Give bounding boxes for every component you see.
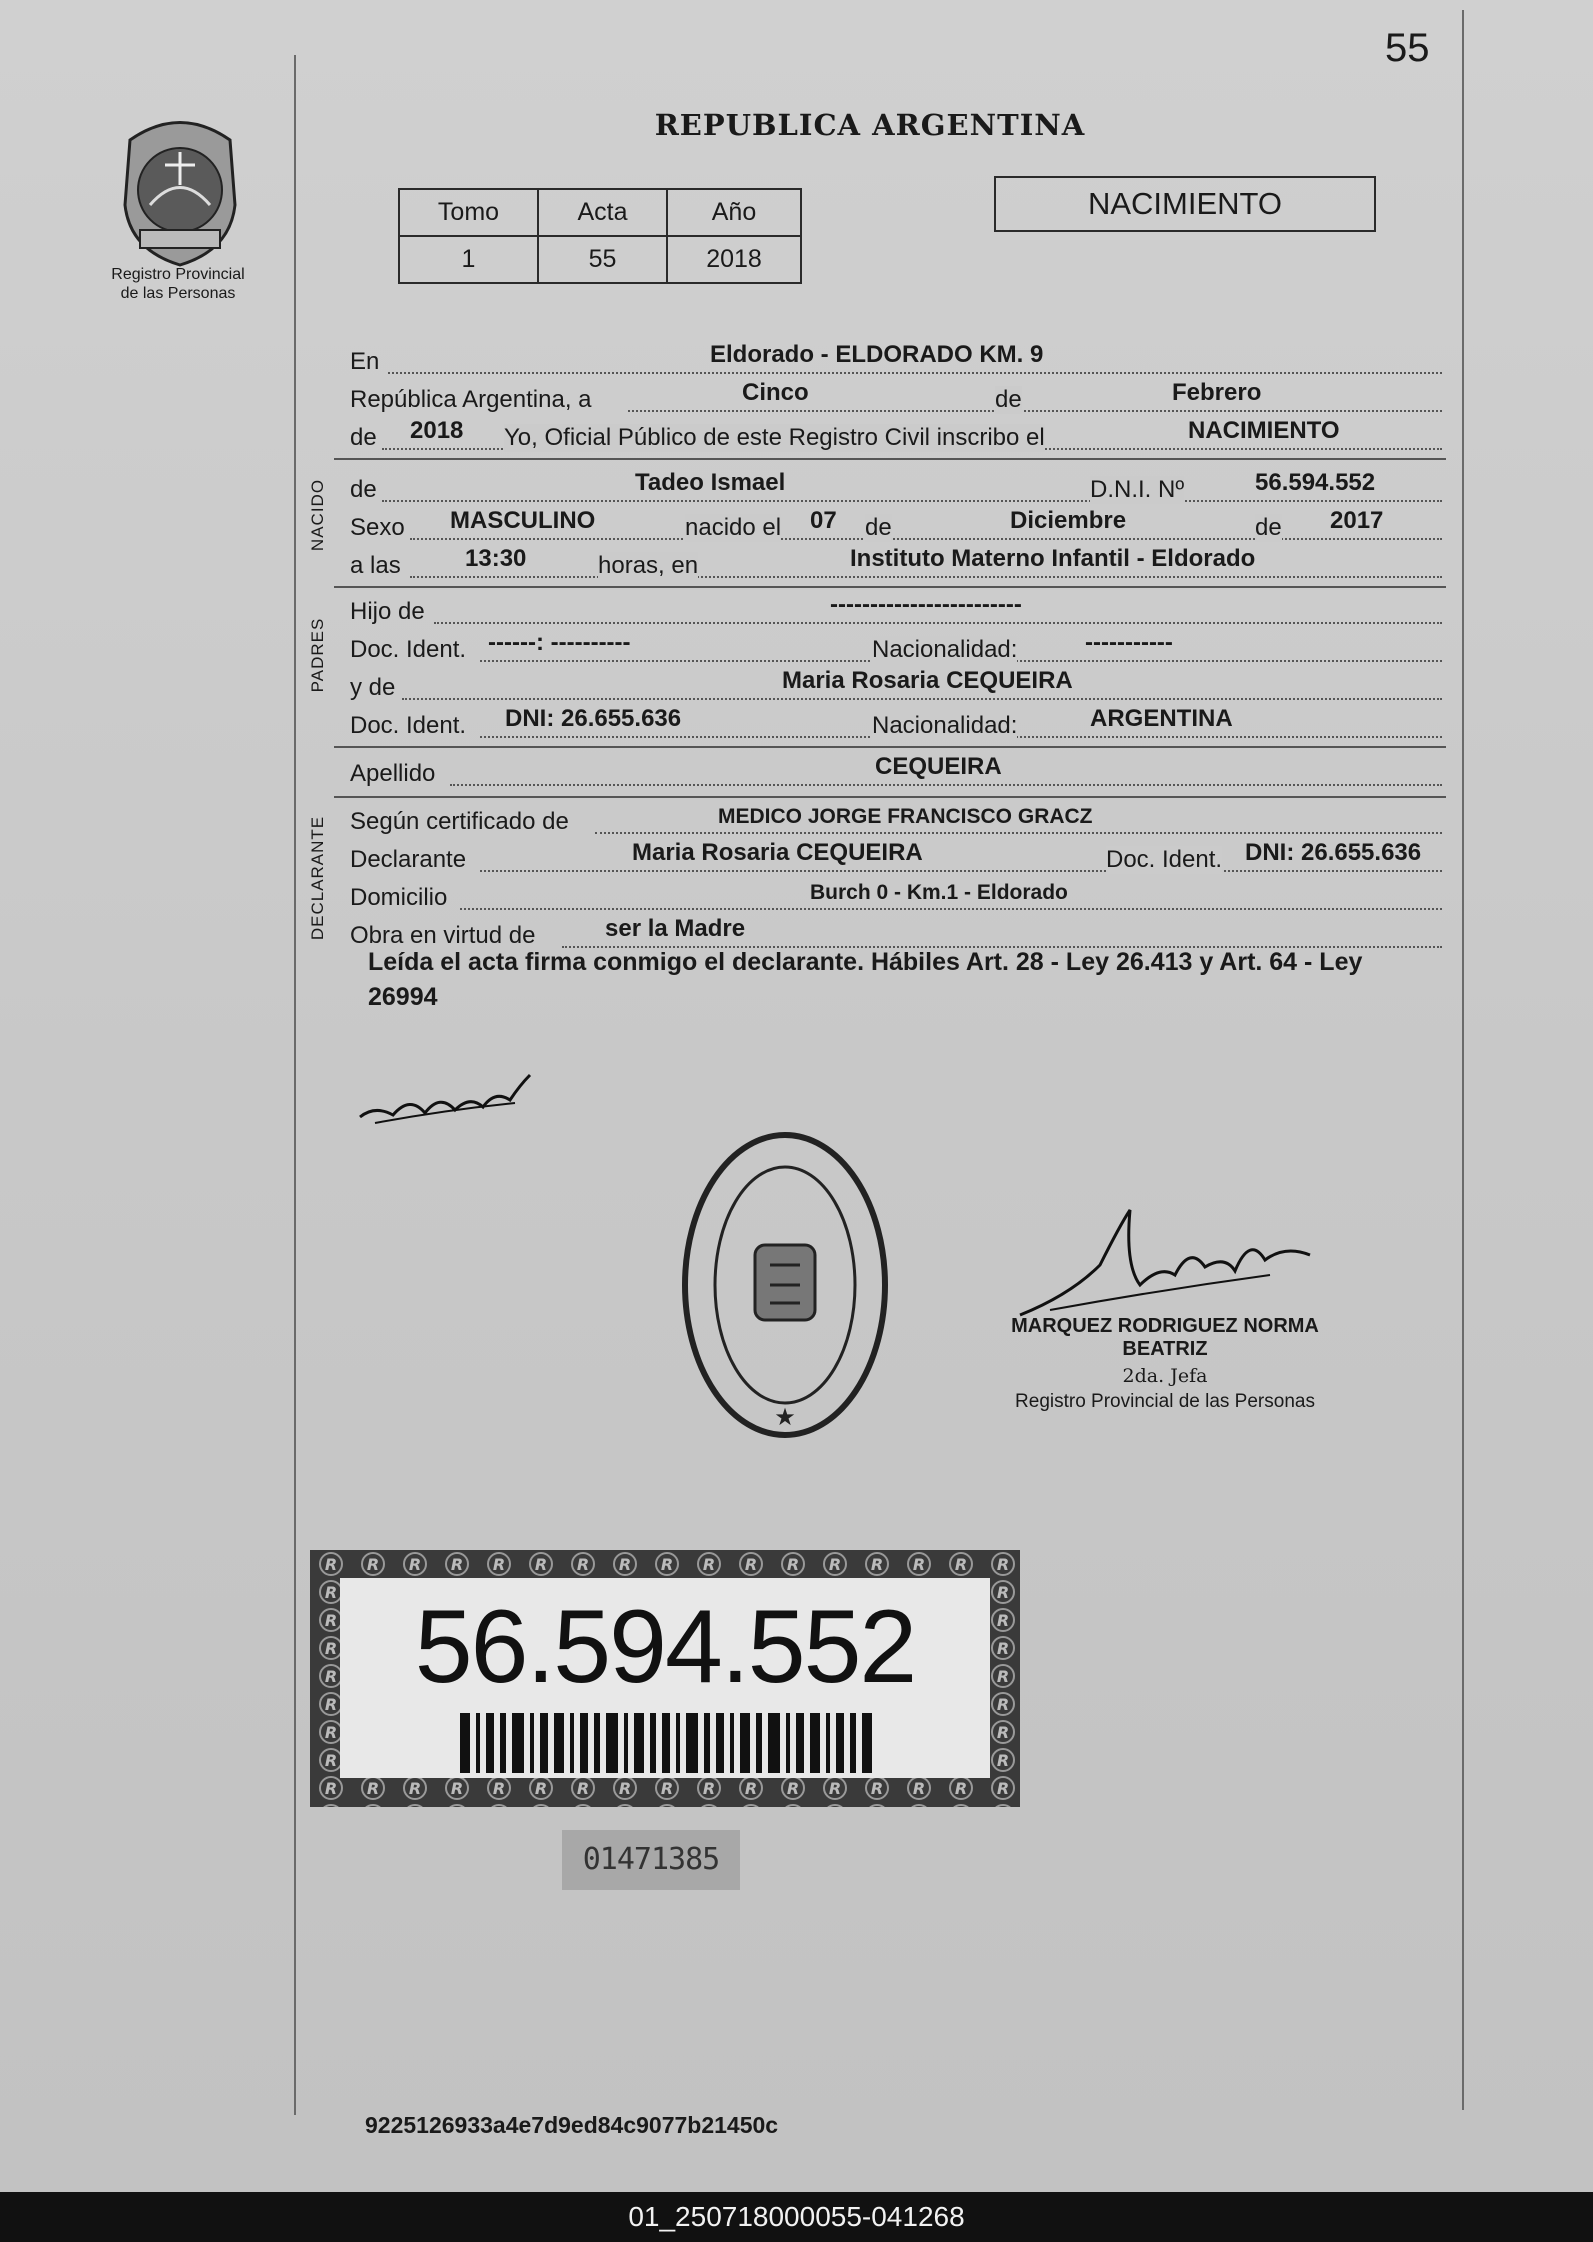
officer-name: MARQUEZ RODRIGUEZ NORMA BEATRIZ (1011, 1315, 1319, 1360)
header-anio: Año (667, 189, 801, 236)
value-acta: 55 (538, 236, 667, 283)
left-margin-line (294, 55, 296, 2115)
label-nacido: nacido el (685, 514, 782, 541)
value-declarant: Maria Rosaria CEQUEIRA (632, 839, 923, 866)
value-time: 13:30 (465, 545, 527, 572)
value-name: Tadeo Ismael (635, 469, 786, 496)
officer-signature (1010, 1205, 1340, 1325)
label-doc-ident: Doc. Ident. (350, 636, 467, 663)
record-table (398, 188, 802, 284)
label-apellido: Apellido (350, 760, 436, 787)
value-act: NACIMIENTO (1188, 417, 1340, 444)
label-sexo: Sexo (350, 514, 405, 541)
value-dni: 56.594.552 (1255, 469, 1376, 496)
act-type-box: NACIMIENTO (994, 176, 1376, 232)
row-place (350, 340, 1442, 378)
label-de-month: de (995, 386, 1022, 413)
value-anio: 2018 (667, 236, 801, 283)
value-father-doc: ------: ---------- (488, 629, 631, 656)
row-father-doc (350, 628, 1442, 666)
label-nacionalidad2: Nacionalidad: (872, 712, 1018, 739)
value-father: ------------------------ (830, 591, 1022, 618)
section-nacido: NACIDO (308, 478, 327, 552)
value-year: 2018 (410, 417, 464, 444)
value-mother: Maria Rosaria CEQUEIRA (782, 667, 1073, 694)
row-declarant (350, 838, 1442, 876)
row-father (350, 590, 1442, 628)
label-dni: D.N.I. Nº (1090, 476, 1185, 503)
label-de-day: de (865, 514, 892, 541)
row-name (350, 468, 1442, 506)
value-day-text: Cinco (742, 379, 809, 406)
footer-file-id: 01_250718000055-041268 (0, 2192, 1593, 2242)
officer-block (980, 1315, 1350, 1413)
officer-role: 2da. Jefa (1122, 1365, 1208, 1387)
label-en: En (350, 348, 380, 375)
row-time (350, 544, 1442, 582)
section-declarante: DECLARANTE (308, 815, 327, 941)
row-mother (350, 666, 1442, 704)
value-sex: MASCULINO (450, 507, 596, 534)
dni-barcode-sticker (310, 1550, 1020, 1807)
label-hijo-de: Hijo de (350, 598, 425, 625)
document-hash: 9225126933a4e7d9ed84c9077b21450c (365, 2112, 779, 2138)
value-birth-month: Diciembre (1010, 507, 1127, 534)
row-address (350, 876, 1442, 914)
logo-caption-line1: Registro Provincial (111, 266, 245, 283)
value-certificate: MEDICO JORGE FRANCISCO GRACZ (718, 805, 1093, 828)
value-birth-day: 07 (810, 507, 837, 534)
value-birth-year: 2017 (1330, 507, 1384, 534)
label-doc-ident2: Doc. Ident. (350, 712, 467, 739)
value-capacity: ser la Madre (605, 915, 746, 942)
registry-stamp (680, 1125, 930, 1445)
header-acta: Acta (538, 189, 667, 236)
record-table-header-row (399, 189, 801, 236)
label-y-de: y de (350, 674, 396, 701)
value-tomo: 1 (399, 236, 538, 283)
value-month: Febrero (1172, 379, 1262, 406)
label-yo: Yo, Oficial Público de este Registro Civil inscribo el (504, 424, 1045, 451)
label-de-birthyear: de (1255, 514, 1282, 541)
officer-office: Registro Provincial de las Personas (1015, 1391, 1315, 1412)
value-surname: CEQUEIRA (875, 753, 1002, 780)
header-tomo: Tomo (399, 189, 538, 236)
declarant-signature (355, 1065, 535, 1135)
label-republica: República Argentina, a (350, 386, 592, 413)
value-birth-place: Instituto Materno Infantil - Eldorado (850, 545, 1256, 572)
barcode-label (340, 1578, 990, 1778)
row-date (350, 378, 1442, 416)
closing-statement: Leída el acta firma conmigo el declarante. Hábiles Art. 28 - Ley 26.413 y Art. 64 - Ley 26994 (368, 948, 1363, 1011)
record-table-value-row (399, 236, 801, 283)
value-mother-doc: DNI: 26.655.636 (505, 705, 682, 732)
section-padres: PADRES (308, 617, 327, 693)
serial-number: 01471385 (562, 1830, 740, 1890)
right-margin-line (1462, 10, 1464, 2110)
logo-caption-line2: de las Personas (120, 285, 236, 302)
document-title: REPUBLICA ARGENTINA (654, 108, 1086, 142)
label-declarante: Declarante (350, 846, 467, 873)
label-segun: Según certificado de (350, 808, 569, 835)
barcode-number: 56.594.552 (414, 1589, 916, 1705)
label-domicilio: Domicilio (350, 884, 448, 911)
row-sex (350, 506, 1442, 544)
value-mother-nat: ARGENTINA (1090, 705, 1233, 732)
svg-text:★: ★ (774, 1404, 796, 1431)
value-father-nat: ----------- (1085, 629, 1173, 656)
row-certificate (350, 800, 1442, 838)
row-year (350, 416, 1442, 454)
page-number: 55 (1385, 26, 1430, 70)
label-doc-ident3: Doc. Ident. (1106, 846, 1223, 873)
label-horas: horas, en (598, 552, 699, 579)
label-obra: Obra en virtud de (350, 922, 536, 949)
row-mother-doc (350, 704, 1442, 742)
label-de-year: de (350, 424, 377, 451)
label-de-name: de (350, 476, 377, 503)
label-a-las: a las (350, 552, 401, 579)
row-surname (350, 752, 1442, 790)
label-nacionalidad: Nacionalidad: (872, 636, 1018, 663)
value-place: Eldorado - ELDORADO KM. 9 (710, 341, 1044, 368)
value-address: Burch 0 - Km.1 - Eldorado (810, 881, 1068, 904)
value-declarant-doc: DNI: 26.655.636 (1245, 839, 1422, 866)
logo-caption (88, 265, 268, 303)
province-seal-logo (110, 110, 250, 270)
barcode-bars (460, 1713, 880, 1773)
